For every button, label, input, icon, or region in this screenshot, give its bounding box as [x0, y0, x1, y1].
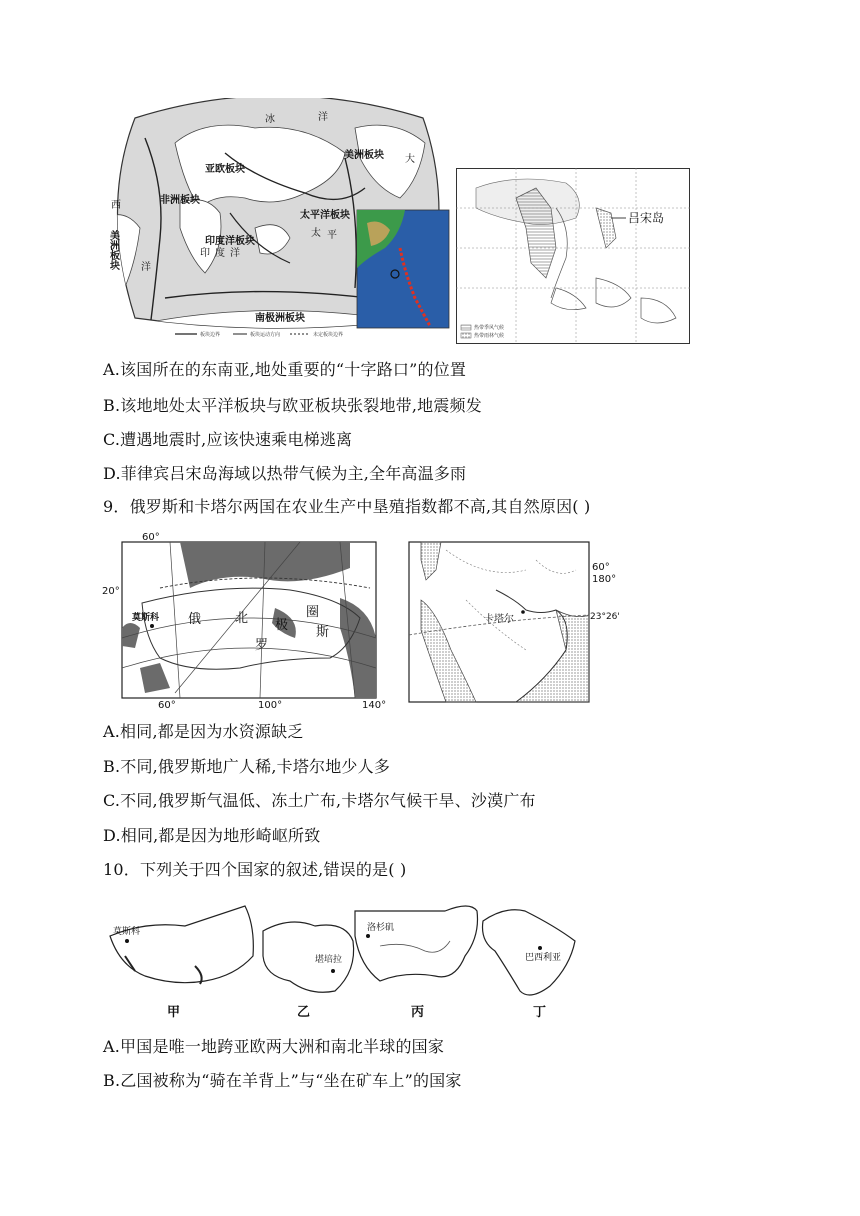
luzon-label: 吕宋岛	[628, 211, 665, 225]
country-letter: 甲	[167, 1005, 181, 1020]
qatar-map	[406, 540, 636, 704]
tropic-label: 23°26'	[590, 612, 620, 622]
plate-label: 亚欧板块	[205, 164, 245, 175]
ocean-label: 西	[111, 200, 121, 211]
q9-option-c: C.不同,俄罗斯气温低、冻土广布,卡塔尔气候干旱、沙漠广布	[103, 791, 536, 810]
plate-label: 南极洲板块	[255, 313, 305, 324]
russia-char: 斯	[316, 625, 330, 640]
plate-label: 印度洋板块	[205, 236, 255, 247]
russia-char: 俄	[188, 612, 202, 627]
coord-label: 60°	[158, 700, 176, 710]
q9-stem: 9．俄罗斯和卡塔尔两国在农业生产中垦殖指数都不高,其自然原因( )	[103, 497, 591, 516]
qatar-label: 卡塔尔	[484, 614, 514, 625]
plate-label: 太平洋板块	[300, 210, 350, 221]
ocean-label: 印	[200, 248, 210, 259]
q10-stem: 10．下列关于四个国家的叙述,错误的是( )	[103, 860, 407, 879]
city-label: 巴西利亚	[525, 953, 562, 963]
legend-label: 热带季风气候	[474, 325, 505, 331]
q9-option-a: A.相同,都是因为水资源缺乏	[103, 722, 304, 741]
city-label: 洛杉矶	[367, 923, 395, 933]
plate-label: 美洲板块	[344, 150, 384, 161]
plates-map	[105, 98, 450, 343]
coord-label: 100°	[258, 700, 283, 710]
russia-char: 罗	[255, 638, 269, 653]
city-label: 莫斯科	[113, 927, 141, 937]
q10-option-b: B.乙国被称为“骑在羊背上”与“坐在矿车上”的国家	[103, 1071, 462, 1090]
ocean-label: 平	[327, 230, 337, 241]
ocean-label: 洋	[141, 262, 151, 273]
city-label: 堪培拉	[315, 955, 343, 965]
coord-label: 20°	[102, 586, 120, 597]
country-letter: 乙	[297, 1005, 311, 1020]
coord-label: 180°	[592, 574, 617, 585]
country-letter: 丙	[411, 1005, 425, 1020]
ocean-label: 洋	[318, 112, 328, 123]
ocean-label: 洋	[230, 248, 240, 259]
ocean-label: 冰	[265, 114, 275, 125]
coord-label: 60°	[592, 562, 610, 573]
legend-label: 板块运动方向	[250, 332, 281, 338]
q9-option-b: B.不同,俄罗斯地广人稀,卡塔尔地少人多	[103, 757, 391, 776]
q9-option-d: D.相同,都是因为地形崎岖所致	[103, 826, 321, 845]
arctic-char: 北	[235, 611, 249, 626]
plate-label: 非洲板块	[160, 195, 200, 206]
legend-label: 板块边界	[200, 332, 221, 338]
arctic-char: 圈	[306, 605, 320, 620]
ocean-label: 太	[311, 228, 321, 239]
q8-option-b: B.该地地处太平洋板块与欧亚板块张裂地带,地震频发	[103, 396, 482, 415]
q10-option-a: A.甲国是唯一地跨亚欧两大洲和南北半球的国家	[103, 1037, 445, 1056]
legend-label: 热带雨林气候	[474, 333, 505, 339]
country-outline	[355, 906, 478, 981]
q8-option-c: C.遭遇地震时,应该快速乘电梯逃离	[103, 430, 353, 449]
plate-label: 美洲板块	[107, 230, 119, 270]
arctic-char: 极	[275, 618, 289, 633]
country-outline	[110, 906, 253, 983]
moscow-label: 莫斯科	[132, 613, 160, 623]
coord-label: 140°	[362, 700, 387, 710]
four-countries-figure	[105, 896, 585, 1026]
legend-label: 未定板块边界	[313, 332, 344, 338]
russia-map	[100, 528, 400, 710]
se-asia-map	[456, 168, 690, 344]
q8-option-a: A.该国所在的东南亚,地处重要的“十字路口”的位置	[103, 360, 467, 379]
country-letter: 丁	[533, 1005, 547, 1020]
ocean-label: 大	[405, 154, 415, 165]
q8-option-d: D.菲律宾吕宋岛海域以热带气候为主,全年高温多雨	[103, 464, 467, 483]
ocean-label: 度	[215, 248, 225, 259]
coord-label: 60°	[142, 532, 160, 543]
